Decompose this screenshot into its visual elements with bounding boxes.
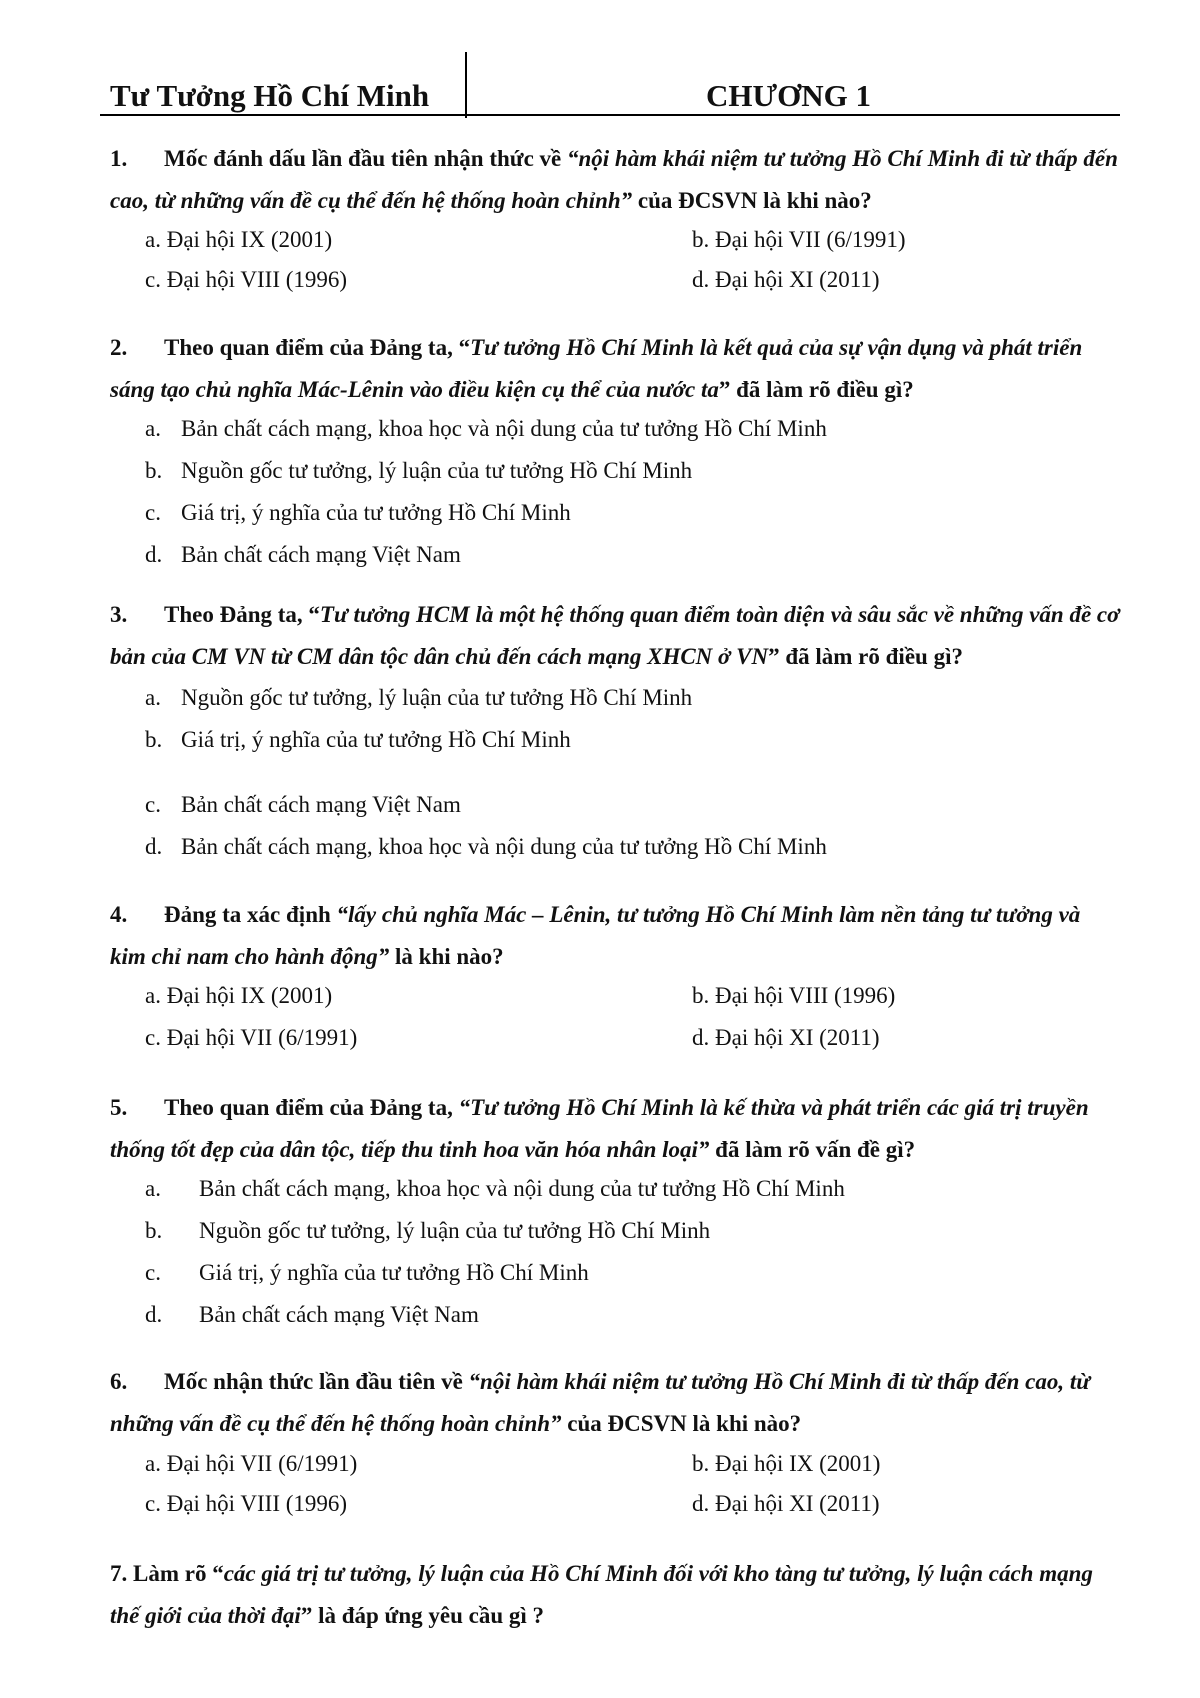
question-6-option-b: b. Đại hội IX (2001)	[692, 1451, 881, 1476]
question-2: 2. Theo quan điểm của Đảng ta, “Tư tưởng Hồ Chí Minh là kết quả của sự vận dụng và phát triển sáng tạo chủ nghĩa Mác-Lênin vào điều kiện cụ thể của nước ta” đã làm rõ điều gì?	[110, 335, 1083, 402]
question-2-option-c: c. Giá trị, ý nghĩa của tư tưởng Hồ Chí Minh	[145, 500, 571, 525]
question-6-option-d: d. Đại hội XI (2011)	[692, 1491, 880, 1516]
question-1: 1. Mốc đánh dấu lần đầu tiên nhận thức về “nội hàm khái niệm tư tưởng Hồ Chí Minh đi từ thấp đến cao, từ những vấn đề cụ thể đến hệ thống hoàn chỉnh” của ĐCSVN là khi nào?	[110, 146, 1118, 213]
question-1-option-a: a. Đại hội IX (2001)	[145, 227, 333, 252]
question-3-option-a: a. Nguồn gốc tư tưởng, lý luận của tư tưởng Hồ Chí Minh	[145, 685, 693, 710]
question-5: 5. Theo quan điểm của Đảng ta, “Tư tưởng Hồ Chí Minh là kế thừa và phát triển các giá trị truyền thống tốt đẹp của dân tộc, tiếp thu tinh hoa văn hóa nhân loại” đã làm rõ vấn đề gì?	[110, 1095, 1089, 1162]
question-4-option-c: c. Đại hội VII (6/1991)	[145, 1025, 358, 1050]
header-divider-vertical	[465, 52, 467, 118]
question-4-option-b: b. Đại hội VIII (1996)	[692, 983, 896, 1008]
question-5-option-d: d. Bản chất cách mạng Việt Nam	[145, 1302, 479, 1327]
question-5-option-c: c. Giá trị, ý nghĩa của tư tưởng Hồ Chí Minh	[145, 1260, 589, 1285]
question-2-option-d: d. Bản chất cách mạng Việt Nam	[145, 542, 461, 567]
question-1-option-c: c. Đại hội VIII (1996)	[145, 267, 348, 292]
question-6: 6. Mốc nhận thức lần đầu tiên về “nội hàm khái niệm tư tưởng Hồ Chí Minh đi từ thấp đến cao, từ những vấn đề cụ thể đến hệ thống hoàn chỉnh” của ĐCSVN là khi nào?	[110, 1369, 1091, 1436]
question-7: 7. Làm rõ “các giá trị tư tưởng, lý luận của Hồ Chí Minh đối với kho tàng tư tưởng, lý luận cách mạng thế giới của thời đại” là đáp ứng yêu cầu gì ?	[110, 1561, 1093, 1628]
question-6-option-c: c. Đại hội VIII (1996)	[145, 1491, 348, 1516]
document-subject-title: Tư Tưởng Hồ Chí Minh	[110, 78, 430, 113]
question-2-option-b: b. Nguồn gốc tư tưởng, lý luận của tư tưởng Hồ Chí Minh	[145, 458, 693, 483]
question-3: 3. Theo Đảng ta, “Tư tưởng HCM là một hệ thống quan điểm toàn diện và sâu sắc về những vấn đề cơ bản của CM VN từ CM dân tộc dân chủ đến cách mạng XHCN ở VN” đã làm rõ điều gì?	[110, 602, 1120, 669]
question-2-option-a: a. Bản chất cách mạng, khoa học và nội dung của tư tưởng Hồ Chí Minh	[145, 416, 827, 441]
question-1-option-d: d. Đại hội XI (2011)	[692, 267, 880, 292]
question-3-option-c: c. Bản chất cách mạng Việt Nam	[145, 792, 461, 817]
question-3-option-b: b. Giá trị, ý nghĩa của tư tưởng Hồ Chí Minh	[145, 727, 571, 752]
header-rule	[100, 114, 1120, 116]
question-4-option-a: a. Đại hội IX (2001)	[145, 983, 333, 1008]
question-5-option-b: b. Nguồn gốc tư tưởng, lý luận của tư tưởng Hồ Chí Minh	[145, 1218, 711, 1243]
question-4-option-d: d. Đại hội XI (2011)	[692, 1025, 880, 1050]
question-1-option-b: b. Đại hội VII (6/1991)	[692, 227, 906, 252]
question-5-option-a: a. Bản chất cách mạng, khoa học và nội dung của tư tưởng Hồ Chí Minh	[145, 1176, 845, 1201]
chapter-title: CHƯƠNG 1	[706, 78, 872, 113]
question-3-option-d: d. Bản chất cách mạng, khoa học và nội dung của tư tưởng Hồ Chí Minh	[145, 834, 827, 859]
question-4: 4. Đảng ta xác định “lấy chủ nghĩa Mác – Lênin, tư tưởng Hồ Chí Minh làm nền tảng tư tưởng và kim chỉ nam cho hành động” là khi nào?	[110, 902, 1081, 969]
question-6-option-a: a. Đại hội VII (6/1991)	[145, 1451, 358, 1476]
